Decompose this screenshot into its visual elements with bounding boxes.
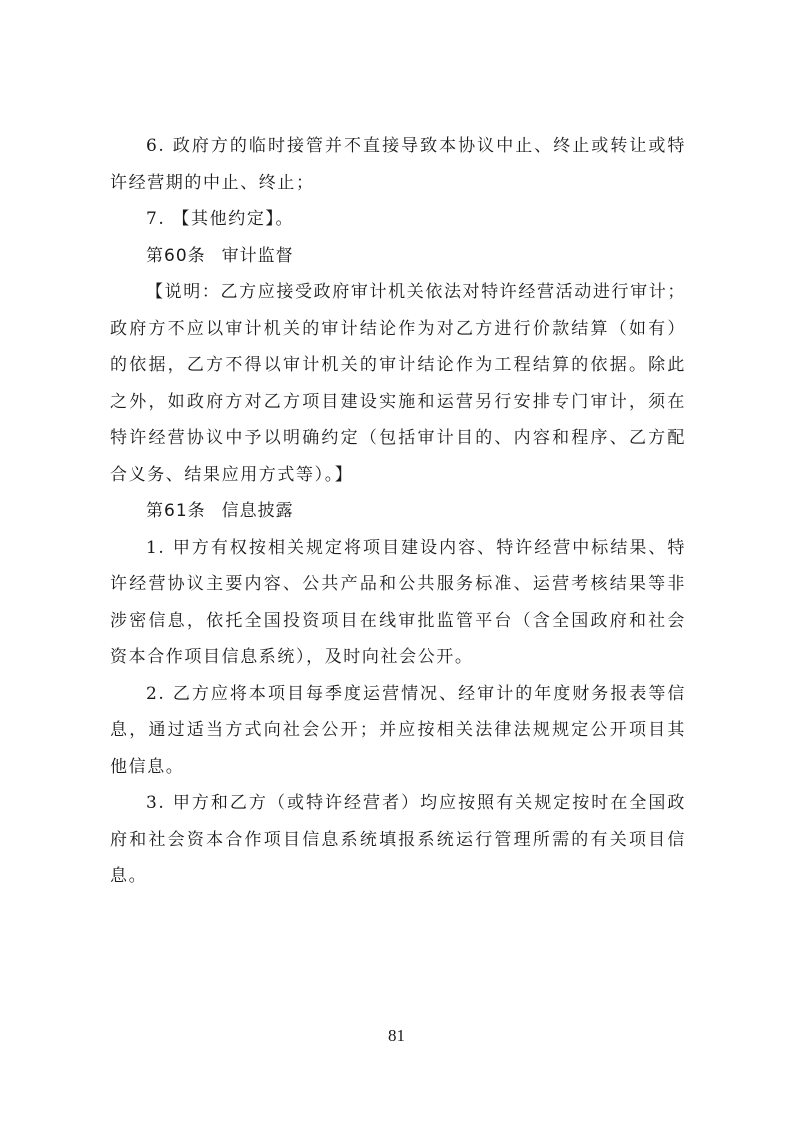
article-61-clause-1: 1. 甲方有权按相关规定将项目建设内容、特许经营中标结果、特许经营协议主要内容、公共产品和公共服务标准、运营考核结果等非涉密信息，依托全国投资项目在线审批监管平台（含全国政府和社会资本合作项目信息系统），及时向社会公开。	[110, 537, 686, 667]
article-61-title: 信息披露	[221, 501, 294, 521]
paragraph-clause-7: 7. 【其他约定】。	[146, 209, 295, 229]
article-61-clause-3: 3. 甲方和乙方（或特许经营者）均应按照有关规定按时在全国政府和社会资本合作项目信息系统填报系统运行管理所需的有关项目信息。	[110, 793, 686, 886]
article-61-heading	[110, 493, 686, 530]
article-60-heading	[110, 238, 686, 275]
page-number: 81	[388, 1026, 405, 1045]
article-61-clause-2: 2. 乙方应将本项目每季度运营情况、经审计的年度财务报表等信息，通过适当方式向社会公开；并应按相关法律法规规定公开项目其他信息。	[110, 683, 686, 777]
document-body	[110, 128, 686, 895]
article-60-note: 【说明：乙方应接受政府审计机关依法对特许经营活动进行审计；政府方不应以审计机关的审计结论作为对乙方进行价款结算（如有）的依据，乙方不得以审计机关的审计结论作为工程结算的依据。除此之外，如政府方对乙方项目建设实施和运营另行安排专门审计，须在特许经营协议中予以明确约定（包括审计目的、内容和程序、乙方配合义务、结果应用方式等）。】	[110, 282, 686, 485]
article-60-number: 第60条	[146, 245, 206, 266]
paragraph-clause-6: 6. 政府方的临时接管并不直接导致本协议中止、终止或转让或特许经营期的中止、终止；	[110, 136, 686, 193]
article-60-title: 审计监督	[221, 245, 294, 266]
article-61-number: 第61条	[146, 501, 206, 521]
